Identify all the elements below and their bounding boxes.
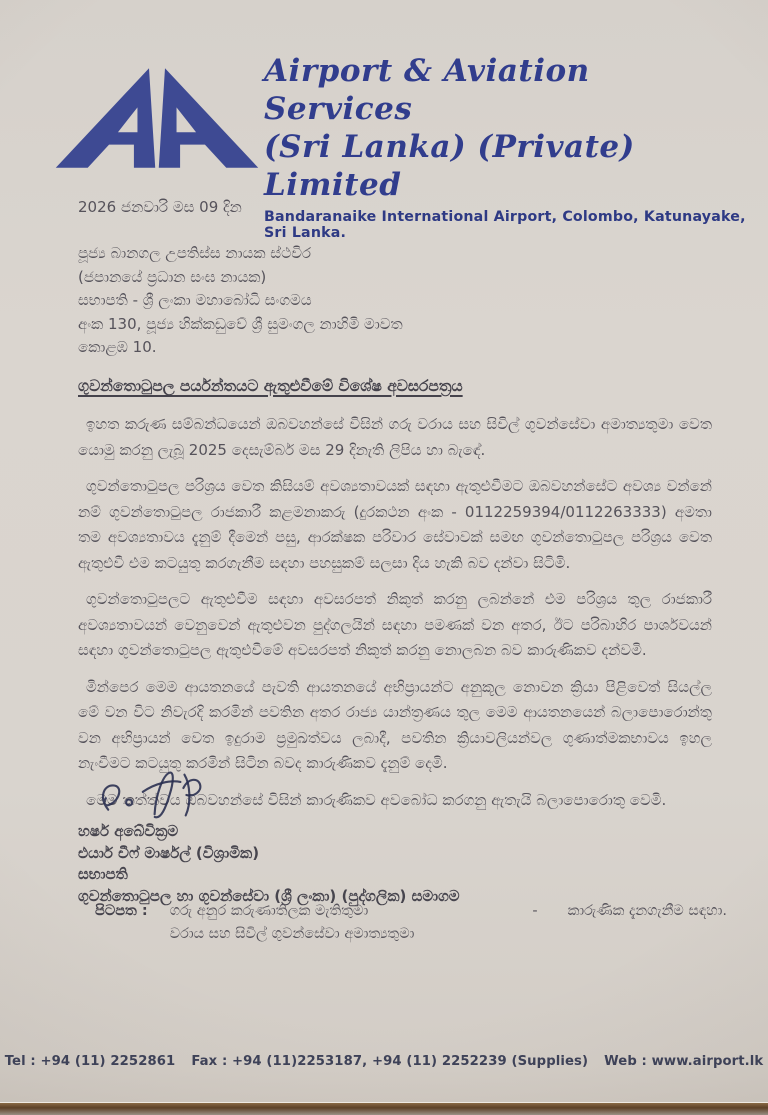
org-title-block	[264, 50, 748, 241]
body-paragraph: මෙම තත්ත්වය ඔබවහන්සේ විසින් කාරුණිකව අවබෝධ කරගනු ඇතැයි බලාපොරොතු වෙමි.	[86, 790, 667, 809]
letter-body	[78, 412, 712, 824]
footer-tel: Tel : +94 (11) 2252861	[4, 1054, 176, 1069]
subject-line: ගුවන්තොටුපල පර්යන්තයට ඇතුළුවීමේ විශේෂ අවසරපත්‍රය	[78, 377, 463, 395]
letter-date: 2026 ජනවාරි මස 09 දින	[78, 198, 242, 216]
desk-surface	[0, 1102, 768, 1115]
body-paragraph: මින්පෙර මෙම ආයතනයේ පැවති ආයතනයේ අභිප්‍රායන්ට අනුකූල නොවන ක්‍රියා පිළිවෙත් සියල්ල මේ වන විට නිවැරදි කරමින් පවතින අතර රාජ්‍ය යාන්ත්‍රණය තුල මෙම ආයතනයෙන් බලාපොරොන්තු වන අභිප්‍රායන් වෙත ඉදුරාම ප්‍රමුඛත්වය ලබාදී, පවතින ක්‍රියාවලියන්වල ගුණාත්මකභාවය ඉහල නැංවීමට කටයුතු කරමින් සිටින බවද කාරුණිකව දැනුම් දෙමි.	[78, 677, 712, 772]
cc-label: පිටපත :	[95, 903, 148, 919]
recipient-line: (ජපානයේ ප්‍රධාන සංඝ නායක)	[78, 267, 267, 286]
org-name-line1: Airport & Aviation Services	[264, 53, 590, 127]
cc-recipient	[170, 900, 415, 946]
signer-company: ගුවන්තොටුපල හා ගුවන්සේවා (ශ්‍රී ලංකා) (පුද්ගලික) සමාගම	[78, 886, 460, 905]
recipient-block	[78, 242, 403, 360]
footer-web: Web : www.airport.lk	[604, 1054, 764, 1069]
signer-name: හර්ෂ අබේවික්‍රම	[78, 822, 179, 840]
org-address-line: Bandaranaike International Airport, Colombo, Katunayake, Sri Lanka.	[264, 209, 746, 241]
org-name-line2: (Sri Lanka) (Private) Limited	[264, 129, 635, 203]
recipient-line: අංක 130, පූජ්‍ය හික්කඩුවේ ශ්‍රී සුමංගල නාහිමි මාවත	[78, 314, 403, 333]
aasl-double-a-mountain-logo-icon	[54, 60, 260, 176]
recipient-line: පූජ්‍ය බානගල උපතිස්ස නායක ස්ථවිර	[78, 244, 312, 262]
signer-position: සභාපති	[78, 865, 128, 883]
signer-rank: එයාර් චීෆ් මාර්ෂල් (විශ්‍රාමික)	[78, 843, 260, 862]
body-paragraph: ගුවන්තොටුපලට ඇතුළුවීම සඳහා අවසරපත් නිකුත් කරනු ලබන්නේ එම පරිශ්‍රය තුල රාජකාරී අවශ්‍යතාවයන් වෙනුවෙන් ඇතුළුවන පුද්ගලයින් සඳහා පමණක් වන අතර, ඊට පරිබාහිර පාර්ශවයන් සඳහා ගුවන්තොටුපල ඇතුළුවීමේ අවසරපත් නිකුත් කරනු නොලබන බව කාරුණිකව දන්වමි.	[78, 590, 712, 659]
recipient-line: කොළඹ 10.	[78, 338, 157, 356]
cc-recipient-line: වරාය සහ සිවිල් ගුවන්සේවා අමාත්‍යතුමා	[169, 926, 415, 942]
body-paragraph: ඉහත කරුණ සම්බන්ධයෙන් ඔබවහන්සේ විසින් ගරු වරාය සහ සිවිල් ගුවන්සේවා අමාත්‍යතුමා වෙත යොමු කරනු ලැබූ 2025 දෙසැම්බර් මස 29 දිනැති ලිපිය හා බැඳේ.	[78, 415, 712, 459]
body-paragraph: ගුවන්තොටුපල පරිශ්‍රය වෙත කිසියම් අවශ්‍යතාවයක් සඳහා ඇතුළුවීමට ඔබවහන්සේට අවශ්‍ය වන්නේ නම් ගුවන්තොටුපල රාජකාරී කළමනාකරු (දුරකථන අංක - 0112259394/0112263333) අමතා තම අවශ්‍යතාවය දැනුම් දීමෙන් පසු, ආරක්ෂක පරිවාර සේවාවක් සමඟ ගුවන්තොටුපල පරිශ්‍රය වෙත ඇතුළුවී එම කටයුතු කරගැනීම සඳහා පහසුකම් සලසා දිය හැකි බව දන්වා සිටිමි.	[78, 477, 712, 572]
footer-contact-line	[0, 1054, 768, 1069]
footer-fax: Fax : +94 (11)2253187, +94 (11) 2252239 (Supplies)	[191, 1054, 589, 1069]
cc-dash: -	[532, 903, 538, 919]
cc-block	[95, 900, 728, 946]
recipient-line: සභාපති - ශ්‍රී ලංකා මහාබෝධි සංගමය	[78, 291, 312, 309]
cc-recipient-line: ගරු අනුර කරුණාතිලක මැතිතුමා	[169, 903, 369, 919]
cc-note: කාරුණික දැනගැනීම සඳහා.	[567, 903, 728, 919]
signer-block	[78, 821, 460, 907]
